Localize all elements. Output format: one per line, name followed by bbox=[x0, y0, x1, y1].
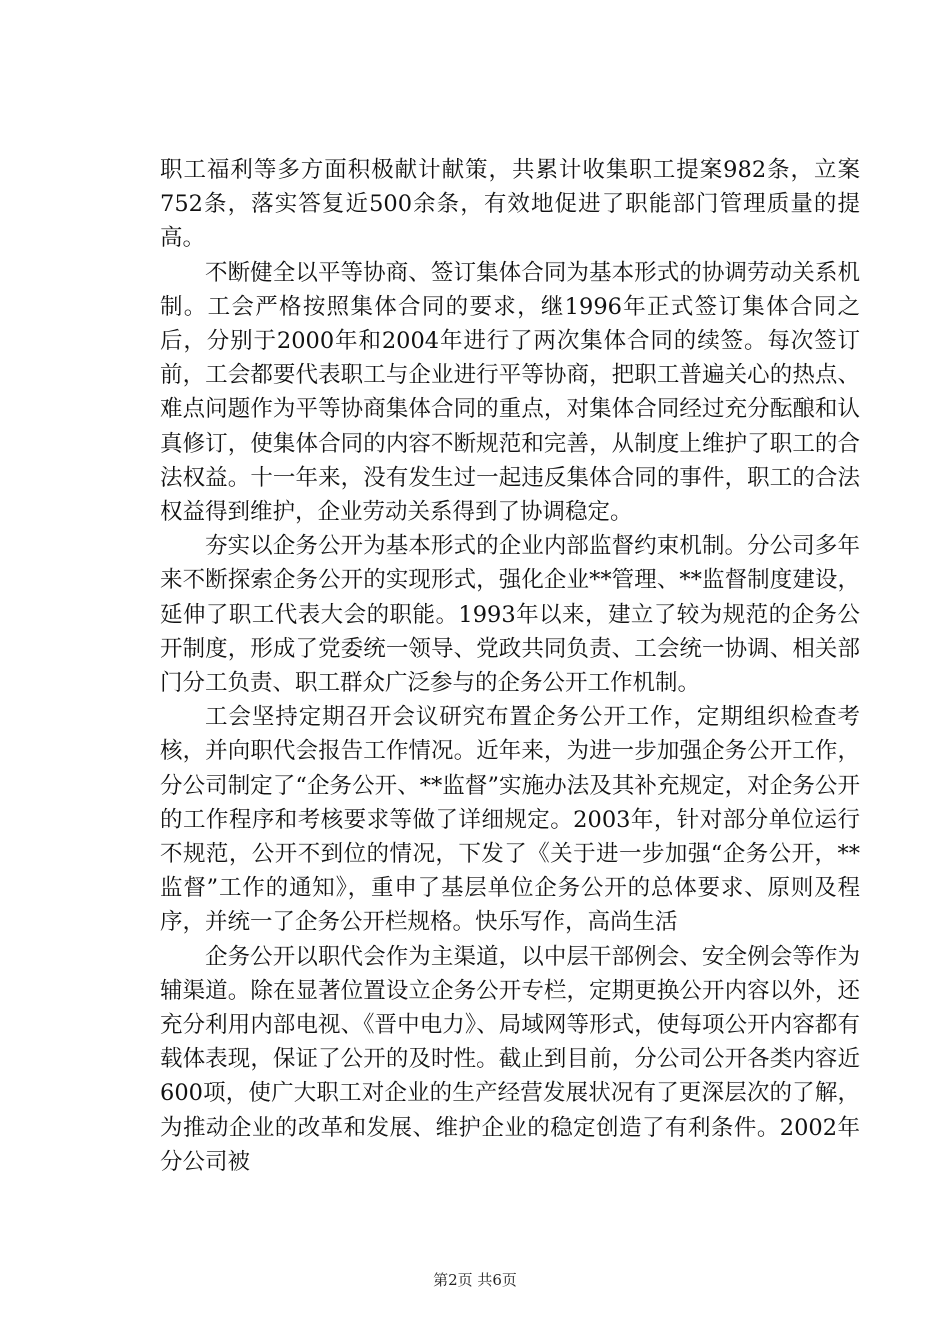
paragraph-openness-channels: 企务公开以职代会作为主渠道，以中层干部例会、安全例会等作为辅渠道。除在显著位置设立企务公开专栏，定期更换公开内容以外，还充分利用内部电视、《晋中电力》、局域网等形式，使每项公开内容都有载体表现，保证了公开的及时性。截止到目前，分公司公开各类内容近600项，使广大职工对企业的生产经营发展状况有了更深层次的了解，为推动企业的改革和发展、维护企业的稳定创造了有利条件。2002年分公司被 bbox=[160, 943, 860, 1175]
document-body bbox=[160, 153, 860, 1179]
paragraph-continuation: 职工福利等多方面积极献计献策，共累计收集职工提案982条，立案752条，落实答复近500余条，有效地促进了职能部门管理质量的提高。 bbox=[160, 157, 860, 252]
paragraph-labor-contract: 不断健全以平等协商、签订集体合同为基本形式的协调劳动关系机制。工会严格按照集体合同的要求，继1996年正式签订集体合同之后，分别于2000年和2004年进行了两次集体合同的续签。每次签订前，工会都要代表职工与企业进行平等协商，把职工普遍关心的热点、难点问题作为平等协商集体合同的重点，对集体合同经过充分酝酿和认真修订，使集体合同的内容不断规范和完善，从制度上维护了职工的合法权益。十一年来，没有发生过一起违反集体合同的事件，职工的合法权益得到维护，企业劳动关系得到了协调稳定。 bbox=[160, 259, 860, 526]
page-number-footer: 第2页 共6页 bbox=[433, 1271, 517, 1289]
paragraph-affairs-openness-work: 工会坚持定期召开会议研究布置企务公开工作，定期组织检查考核，并向职代会报告工作情况。近年来，为进一步加强企务公开工作，分公司制定了“企务公开、**监督”实施办法及其补充规定，对企务公开的工作程序和考核要求等做了详细规定。2003年，针对部分单位运行不规范，公开不到位的情况，下发了《关于进一步加强“企务公开，**监督”工作的通知》，重申了基层单位企务公开的总体要求、原则及程序，并统一了企务公开栏规格。快乐写作，高尚生活 bbox=[160, 704, 860, 936]
paragraph-supervision-mechanism: 夯实以企务公开为基本形式的企业内部监督约束机制。分公司多年来不断探索企务公开的实现形式，强化企业**管理、**监督制度建设，延伸了职工代表大会的职能。1993年以来，建立了较为规范的企务公开制度，形成了党委统一领导、党政共同负责、工会统一协调、相关部门分工负责、职工群众广泛参与的企务公开工作机制。 bbox=[160, 533, 860, 697]
